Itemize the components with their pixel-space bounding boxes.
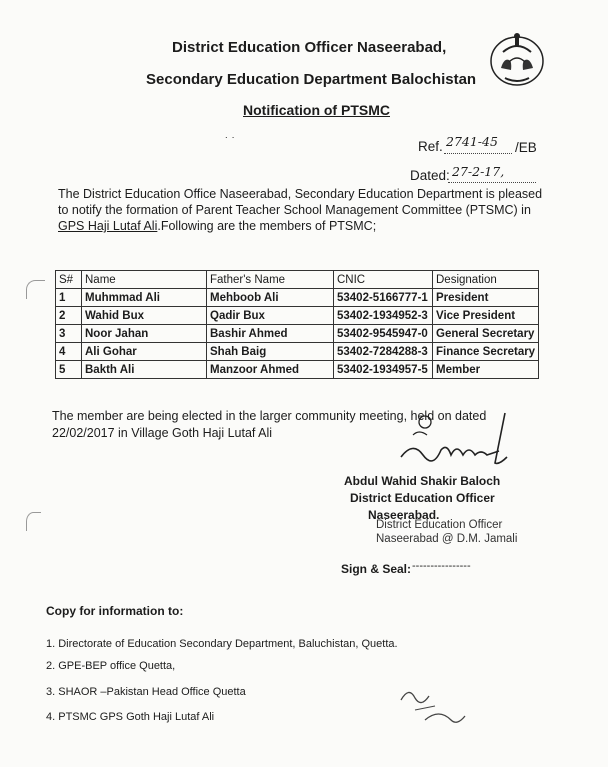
cell-designation: President: [433, 289, 539, 307]
stamp-line-2: Naseerabad @ D.M. Jamali: [376, 533, 518, 545]
cell-sno: 4: [56, 343, 82, 361]
intro-text-2: .Following are the members of PTSMC;: [157, 219, 377, 233]
intro-text-1: The District Education Office Naseerabad, Secondary Education Department is pleased to notify the formation of Parent Teacher School Management Committee (PTSMC) in: [58, 187, 543, 217]
intro-paragraph: [58, 186, 544, 234]
signatory-name: Abdul Wahid Shakir Baloch: [344, 474, 501, 488]
stamp-line-1: District Education Officer: [376, 519, 503, 531]
table-header-row: [56, 271, 539, 289]
dated-value: 27-2-17,: [452, 164, 505, 179]
cell-cnic: 53402-7284288-3: [334, 343, 433, 361]
cell-name: Muhmmad Ali: [82, 289, 207, 307]
school-name: GPS Haji Lutaf Ali: [58, 219, 158, 233]
signatory-place: Naseerabad.: [368, 508, 440, 522]
notification-title: Notification of PTSMC: [243, 102, 390, 118]
cell-designation: Finance Secretary: [433, 343, 539, 361]
cell-cnic: 53402-5166777-1: [334, 289, 433, 307]
dated-label: Dated:: [410, 168, 450, 183]
cell-father: Bashir Ahmed: [207, 325, 334, 343]
table-row: [56, 343, 539, 361]
copy-item: 1. Directorate of Education Secondary Department, Baluchistan, Quetta.: [46, 638, 398, 650]
cell-sno: 5: [56, 361, 82, 379]
table-row: [56, 361, 539, 379]
cell-name: Noor Jahan: [82, 325, 207, 343]
ref-label: Ref.: [418, 139, 443, 154]
signatory-title: District Education Officer: [350, 491, 495, 505]
balochistan-emblem-icon: [487, 28, 547, 88]
ref-underline: [444, 153, 512, 154]
cell-cnic: 53402-1934952-3: [334, 307, 433, 325]
table-row: [56, 307, 539, 325]
header-sno: S#: [56, 271, 82, 289]
cell-father: Manzoor Ahmed: [207, 361, 334, 379]
ref-number: 2741-45: [446, 134, 498, 149]
punch-hole-mark: [26, 512, 41, 531]
cell-sno: 2: [56, 307, 82, 325]
table-row: [56, 325, 539, 343]
table-row: [56, 289, 539, 307]
ref-suffix: /EB: [515, 140, 537, 155]
cell-name: Ali Gohar: [82, 343, 207, 361]
header-father: Father's Name: [207, 271, 334, 289]
cell-designation: Vice President: [433, 307, 539, 325]
members-table: [55, 270, 539, 379]
dated-underline: [448, 182, 536, 183]
cell-father: Qadir Bux: [207, 307, 334, 325]
signature-icon: [395, 405, 525, 475]
header-cnic: CNIC: [334, 271, 433, 289]
copy-item: 3. SHAOR –Pakistan Head Office Quetta: [46, 686, 246, 698]
cell-cnic: 53402-9545947-0: [334, 325, 433, 343]
initials-icon: [395, 680, 475, 730]
header-designation: Designation: [433, 271, 539, 289]
header-name: Name: [82, 271, 207, 289]
cell-name: Wahid Bux: [82, 307, 207, 325]
cell-father: Mehboob Ali: [207, 289, 334, 307]
copy-item: 4. PTSMC GPS Goth Haji Lutaf Ali: [46, 711, 215, 723]
cell-designation: General Secretary: [433, 325, 539, 343]
cell-designation: Member: [433, 361, 539, 379]
header-line-2: Secondary Education Department Balochistan: [146, 71, 477, 88]
punch-hole-mark: [26, 280, 45, 299]
header-line-1: District Education Officer Naseerabad,: [172, 39, 447, 56]
copy-item: 2. GPE-BEP office Quetta,: [46, 660, 176, 672]
cell-sno: 1: [56, 289, 82, 307]
election-line-1: The member are being elected in the larger community meeting, held on dated: [52, 409, 487, 423]
cell-name: Bakth Ali: [82, 361, 207, 379]
cell-cnic: 53402-1934957-5: [334, 361, 433, 379]
copy-heading: Copy for information to:: [46, 604, 184, 618]
election-line-2: 22/02/2017 in Village Goth Haji Lutaf Ali: [52, 426, 273, 440]
cell-father: Shah Baig: [207, 343, 334, 361]
cell-sno: 3: [56, 325, 82, 343]
sign-seal-blank: ----------------: [412, 560, 471, 572]
sign-seal-label: Sign & Seal:: [341, 562, 412, 576]
mark: ˙ ˙: [225, 136, 236, 148]
